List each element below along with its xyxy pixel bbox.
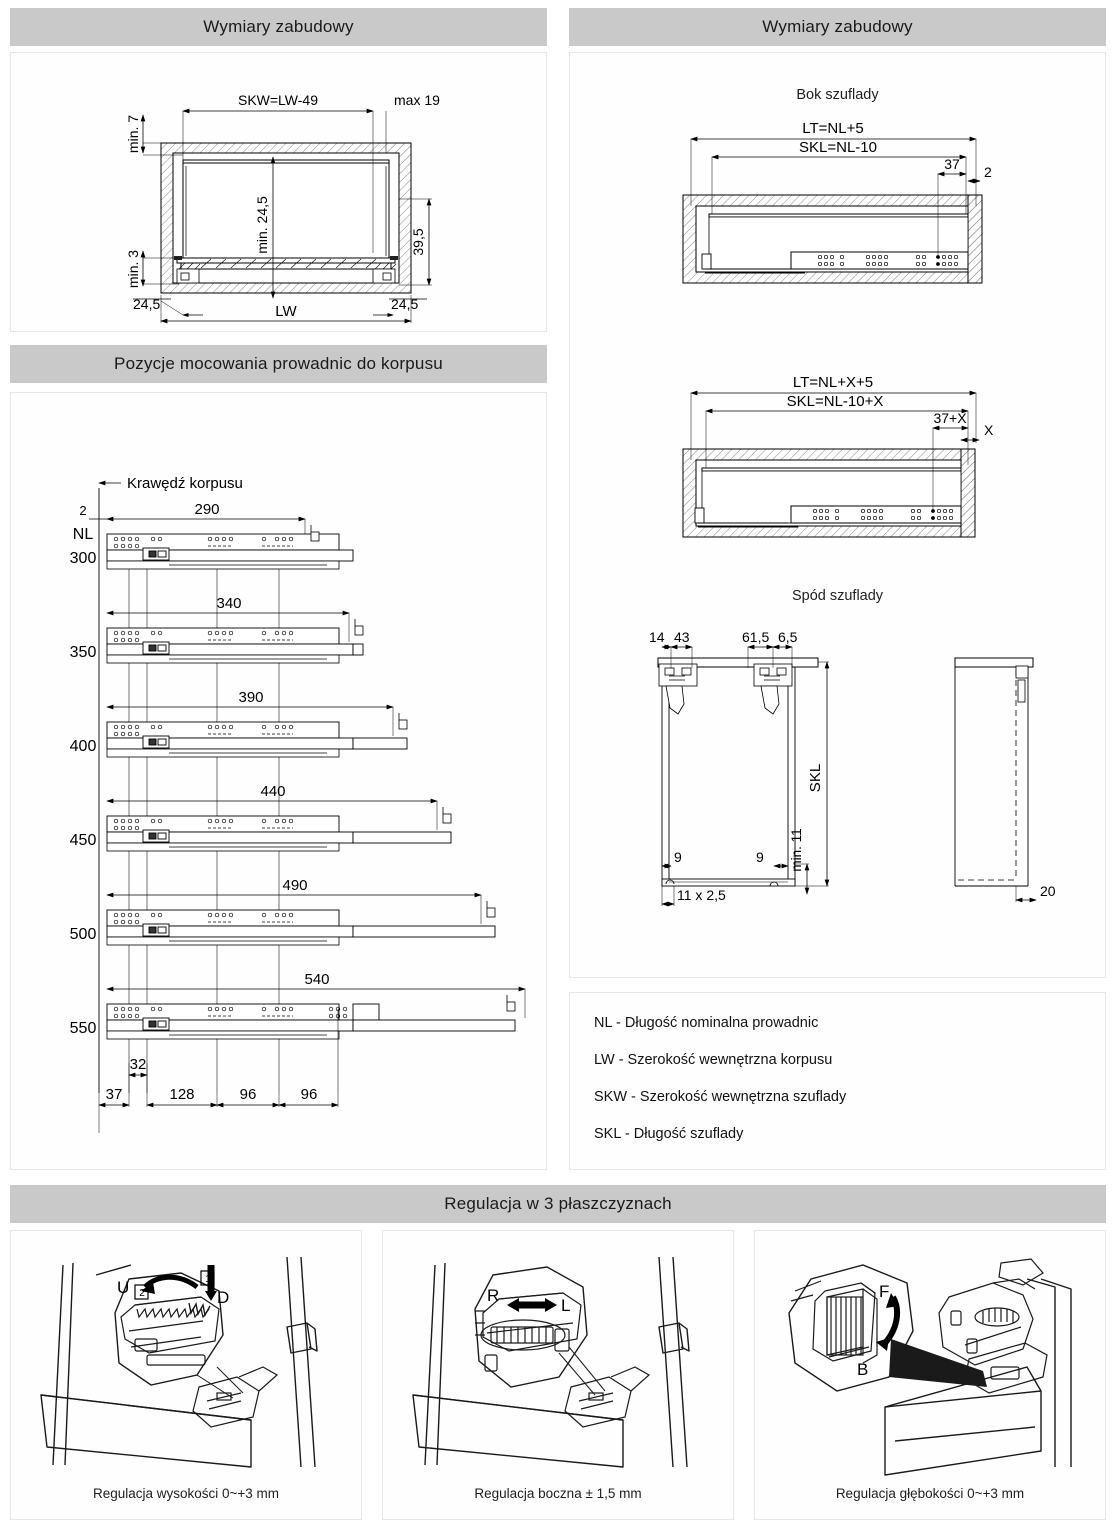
label-x: X xyxy=(984,422,994,438)
label-max19: max 19 xyxy=(394,92,440,108)
label-32: 32 xyxy=(129,1056,147,1073)
row-dim: 340 xyxy=(216,595,242,612)
mark-b: B xyxy=(857,1360,869,1379)
panel-adjust-side xyxy=(382,1230,734,1520)
mounting-row xyxy=(70,877,495,945)
side-view-drawing xyxy=(570,111,1107,311)
row-dim: 440 xyxy=(260,783,286,800)
label-min7: min. 7 xyxy=(125,114,141,154)
label-lt-x: LT=NL+X+5 xyxy=(792,374,874,391)
row-nl: 550 xyxy=(69,1020,97,1037)
section-header-adjust xyxy=(10,1185,1106,1223)
legend-item-lw: LW - Szerokość wewnętrzna korpusu xyxy=(594,1052,833,1068)
mark-f: F xyxy=(879,1282,890,1301)
mark-step2: 2 xyxy=(139,1288,145,1299)
legend-item-nl: NL - Długość nominalna prowadnic xyxy=(594,1015,819,1031)
caption-adjust-height: Regulacja wysokości 0~+3 mm xyxy=(92,1486,280,1501)
caption-adjust-depth: Regulacja głębokości 0~+3 mm xyxy=(835,1486,1025,1501)
label-min245: min. 24,5 xyxy=(254,196,270,254)
panel-adjust-height xyxy=(10,1230,362,1520)
label-krawedz: Krawędź korpusu xyxy=(127,475,243,492)
label-2: 2 xyxy=(984,164,992,180)
label-615: 61,5 xyxy=(742,629,770,645)
row-nl: 300 xyxy=(69,550,97,567)
mark-d: D xyxy=(217,1288,230,1307)
mark-step1: 1 xyxy=(205,1274,211,1285)
section-header-install-right xyxy=(569,8,1106,46)
cross-section-drawing xyxy=(11,53,548,331)
label-37: 37 xyxy=(944,156,960,172)
mounting-row xyxy=(70,783,451,851)
row-nl: 400 xyxy=(69,738,97,755)
section-header-install-left xyxy=(10,8,547,46)
adjust-depth-illustration xyxy=(755,1235,1105,1480)
label-43: 43 xyxy=(674,629,690,645)
label-96-b: 96 xyxy=(300,1086,318,1103)
mark-l: L xyxy=(561,1296,571,1315)
label-37-chain: 37 xyxy=(105,1086,123,1103)
row-dim: 540 xyxy=(304,971,330,988)
row-nl: 500 xyxy=(69,926,97,943)
label-skl: SKL=NL-10 xyxy=(799,139,877,156)
mounting-positions-drawing xyxy=(11,393,548,1169)
section-title-adjust: Regulacja w 3 płaszczyznach xyxy=(444,1194,672,1213)
mounting-row xyxy=(70,595,363,663)
label-9-right: 9 xyxy=(756,849,764,865)
panel-cross-section xyxy=(10,52,547,332)
legend-item-skw: SKW - Szerokość wewnętrzna szuflady xyxy=(594,1089,847,1105)
legend-item-skl: SKL - Długość szuflady xyxy=(594,1126,744,1142)
mounting-row xyxy=(70,501,353,569)
legend-list xyxy=(594,1015,1095,1163)
label-min3: min. 3 xyxy=(125,249,141,289)
label-lt: LT=NL+5 xyxy=(802,120,864,137)
label-lw: LW xyxy=(275,303,297,320)
label-offset-2: 2 xyxy=(79,503,87,518)
mark-r: R xyxy=(487,1286,500,1305)
mounting-row xyxy=(70,689,407,757)
label-skw: SKW=LW-49 xyxy=(237,92,319,108)
bottom-view-drawing xyxy=(570,628,1107,928)
subtitle-spod-szuflady: Spód szuflady xyxy=(791,588,884,604)
row-nl: 450 xyxy=(69,832,97,849)
row-dim: 490 xyxy=(282,877,308,894)
label-128: 128 xyxy=(169,1086,195,1103)
label-9-left: 9 xyxy=(674,849,682,865)
subtitle-bok-szuflady: Bok szuflady xyxy=(796,87,879,103)
label-20: 20 xyxy=(1040,883,1056,899)
panel-mounting-positions xyxy=(10,392,547,1170)
adjust-height-illustration xyxy=(11,1235,361,1480)
label-slot: 11 x 2,5 xyxy=(677,887,726,903)
panel-legend xyxy=(569,992,1106,1170)
label-skl-vert: SKL xyxy=(807,763,824,793)
section-title-install-left: Wymiary zabudowy xyxy=(203,17,354,36)
section-title-install-right: Wymiary zabudowy xyxy=(762,17,913,36)
row-dim: 390 xyxy=(238,689,264,706)
label-395: 39,5 xyxy=(410,228,426,256)
row-dim: 290 xyxy=(194,501,220,518)
label-96-a: 96 xyxy=(239,1086,257,1103)
label-14: 14 xyxy=(649,629,665,645)
panel-adjust-depth xyxy=(754,1230,1106,1520)
caption-adjust-side: Regulacja boczna ± 1,5 mm xyxy=(474,1486,642,1501)
row-nl: 350 xyxy=(69,644,97,661)
label-skl-x: SKL=NL-10+X xyxy=(786,393,884,410)
panel-side-and-bottom-views xyxy=(569,52,1106,978)
adjust-side-illustration xyxy=(383,1235,733,1480)
label-245-right: 24,5 xyxy=(391,296,419,312)
label-min11: min. 11 xyxy=(789,828,804,872)
section-header-mounting xyxy=(10,345,547,383)
section-title-mounting: Pozycje mocowania prowadnic do korpusu xyxy=(114,354,443,373)
label-nl: NL xyxy=(72,526,94,543)
label-245-left: 24,5 xyxy=(133,296,161,312)
side-view-x-drawing xyxy=(570,365,1107,565)
mark-u: U xyxy=(117,1278,130,1297)
label-65: 6,5 xyxy=(778,629,798,645)
label-37-x: 37+X xyxy=(933,410,967,426)
